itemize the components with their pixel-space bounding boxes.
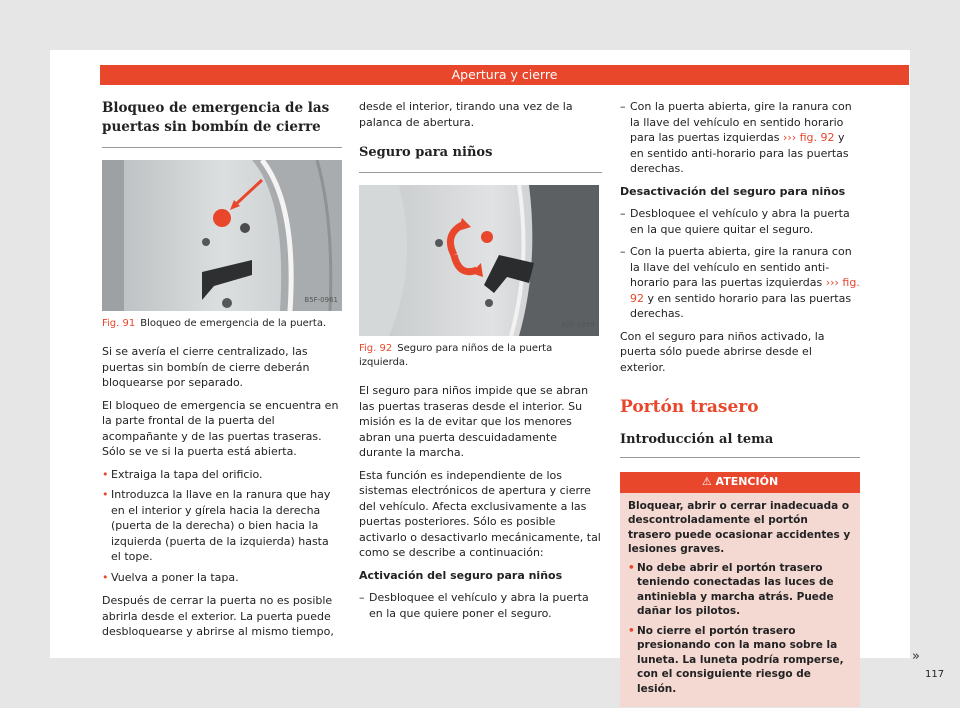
- paragraph: Si se avería el cierre centralizado, las puertas sin bombín de cierre deberán bloquearse por separado.: [102, 345, 310, 389]
- step-item: [620, 99, 860, 177]
- column-1: [102, 99, 342, 647]
- step-text: Con la puerta abierta, gire la ranura con la llave del vehículo en sentido anti-horario para las puertas izquierdas: [630, 245, 852, 289]
- column-2: [359, 99, 602, 628]
- warning-box: [620, 472, 860, 707]
- figure-caption: [359, 342, 602, 370]
- door-lock-illustration: [102, 160, 342, 311]
- step-item: – Desbloquee el vehículo y abra la puerta en la que quiere quitar el seguro.: [620, 206, 860, 237]
- chapter-header: [100, 65, 909, 85]
- section-title-emergency-lock: Bloqueo de emergencia de las puertas sin bombín de cierre: [102, 100, 330, 135]
- page-number: 117: [925, 669, 945, 680]
- step-item: [620, 244, 860, 322]
- paragraph: Esta función es independiente de los sistemas electrónicos de apertura y cierre del vehículo. Afecta exclusivamente a las puertas posteriores. Sólo es posible activarlo o desactivarlo mecánicamente, tal como se describe a continuación:: [359, 468, 601, 559]
- section-divider: [359, 172, 602, 173]
- subheading-deactivation: Desactivación del seguro para niños: [620, 184, 846, 198]
- warning-bullet: • No debe abrir el portón trasero teniendo conectadas las luces de antiniebla y marcha atrás. Puede dañar los pilotos.: [628, 561, 852, 619]
- figure-number: Fig. 92: [359, 343, 393, 354]
- bullet-item: • Introduzca la llave en la ranura que hay en el interior y gírela hacia la derecha (puerta de la derecha) o bien hacia la izquierda (puerta de la izquierda) hasta el tope.: [102, 487, 342, 565]
- section-title-child-lock: Seguro para niños: [359, 145, 493, 160]
- column-3: [620, 99, 860, 707]
- section-divider: [620, 457, 860, 458]
- warning-body: [620, 493, 860, 708]
- bullet-item: • Extraiga la tapa del orificio.: [102, 467, 342, 483]
- paragraph: El seguro para niños impide que se abran las puertas traseras desde el interior. Su misión es la de evitar que los menores abran una puerta descuidadamente durante la marcha.: [359, 384, 589, 459]
- paragraph: Después de cerrar la puerta no es posible abrirla desde el exterior. La puerta puede desbloquearse y abrirse al mismo tiempo,: [102, 594, 334, 638]
- warning-header: [620, 472, 860, 493]
- bullet-item: • Vuelva a poner la tapa.: [102, 570, 342, 586]
- figure-caption-text: Seguro para niños de la puerta izquierda.: [359, 343, 553, 368]
- chapter-title: Apertura y cierre: [451, 67, 558, 82]
- figure-number: Fig. 91: [102, 318, 136, 329]
- warning-label: ATENCIÓN: [715, 475, 779, 488]
- warning-bullet: • No cierre el portón trasero presionando con la mano sobre la luneta. La luneta podría romperse, con el consiguiente riesgo de lesión.: [628, 624, 852, 697]
- paragraph: Con el seguro para niños activado, la puerta sólo puede abrirse desde el exterior.: [620, 329, 825, 374]
- step-text: y en sentido horario para las puertas derechas.: [630, 291, 852, 320]
- figure-caption: [102, 317, 342, 331]
- figure-caption-text: Bloqueo de emergencia de la puerta.: [140, 318, 327, 329]
- step-text: Con la puerta abierta, gire la ranura con la llave del vehículo en sentido horario para las puertas izquierdas: [630, 100, 852, 144]
- subtitle-introduction: Introducción al tema: [620, 432, 774, 447]
- child-lock-illustration: [359, 185, 599, 336]
- warning-icon: ⚠: [701, 475, 712, 488]
- paragraph: desde el interior, tirando una vez de la palanca de abertura.: [359, 100, 573, 129]
- figure-reference-link[interactable]: ››› fig. 92: [782, 131, 835, 144]
- section-divider: [102, 147, 342, 148]
- continue-mark: »: [912, 649, 920, 664]
- figure-reference-link[interactable]: ››› fig. 92: [630, 276, 860, 305]
- figure-child-lock: [359, 185, 599, 336]
- figure-code: B5F-0961: [304, 295, 338, 304]
- figure-door-emergency-lock: [102, 160, 342, 311]
- figure-code: B5F-0959: [561, 320, 595, 329]
- subheading-activation: Activación del seguro para niños: [359, 568, 563, 582]
- step-item: – Desbloquee el vehículo y abra la puerta en la que quiere poner el seguro.: [359, 590, 602, 621]
- step-text: y en sentido anti-horario para las puertas derechas.: [630, 131, 849, 175]
- main-title-tailgate: Portón trasero: [620, 397, 759, 417]
- manual-page: [50, 50, 945, 695]
- paragraph: El bloqueo de emergencia se encuentra en la parte frontal de la puerta del acompañante y de las puertas traseras. Sólo se ve si la puerta está abierta.: [102, 398, 339, 458]
- warning-intro: Bloquear, abrir o cerrar inadecuada o descontroladamente el portón trasero puede ocasionar accidentes y lesiones graves.: [628, 499, 851, 555]
